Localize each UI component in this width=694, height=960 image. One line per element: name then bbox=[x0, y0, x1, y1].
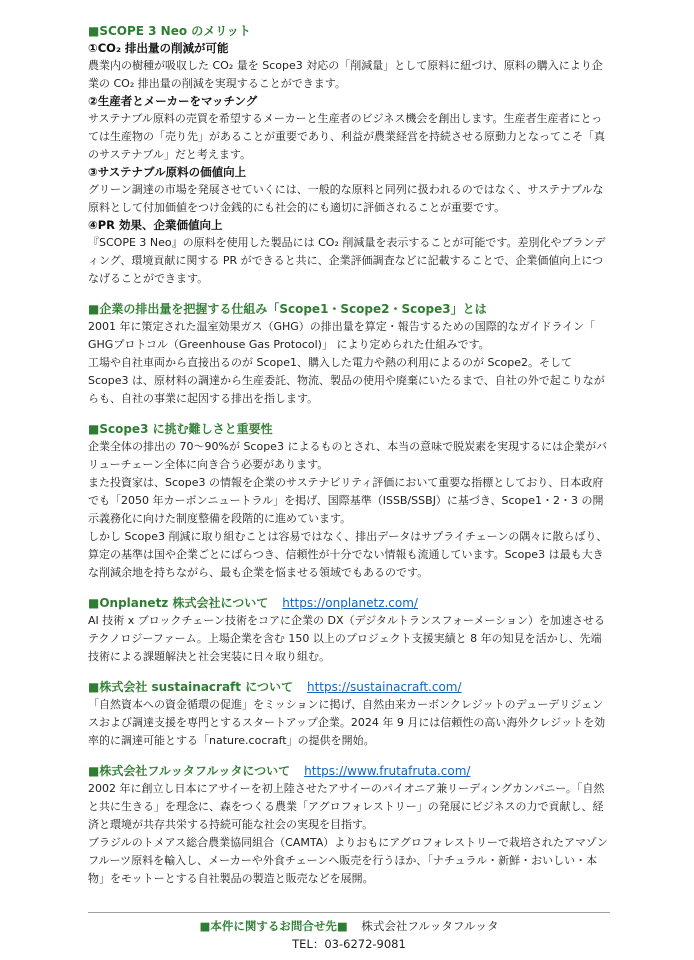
merit-item-text: 『SCOPE 3 Neo』の原料を使用した製品には CO₂ 削減量を表示することが可能です。差別化やブランディング、環境貢献に関する PR ができると共に、企業評価調査などに記載することで、企業価値向上につなげることができます。 bbox=[88, 236, 606, 285]
merit-item-2 bbox=[88, 93, 610, 164]
contact-line bbox=[88, 917, 610, 935]
merit-item-text: 農業内の樹種が吸収した CO₂ 量を Scope3 対応の「削減量」として原料に紐づけ、原料の購入により企業の CO₂ 排出量の削減を実現することができます。 bbox=[88, 59, 603, 90]
onplanetz-heading: ■Onplanetz 株式会社について bbox=[88, 596, 269, 610]
frutafruta-paragraph-2: ブラジルのトメアス総合農業協同組合（CAMTA）よりおもにアグロフォレストリーで栽培されたアマゾンフルーツ原料を輸入し、メーカーや外食チェーンへ販売を行うほか、「ナチュラル・新鮮・おいしい・本物」をモットーとする自社製品の製造と販売などを展開。 bbox=[88, 836, 608, 885]
merit-item-heading: ②生産者とメーカーをマッチング bbox=[88, 94, 258, 108]
scope-title: ■企業の排出量を把握する仕組み「Scope1・Scope2・Scope3」とは bbox=[88, 302, 487, 316]
merit-item-4 bbox=[88, 217, 610, 288]
scope-paragraph-1: 2001 年に策定された温室効果ガス（GHG）の排出量を算定・報告するための国際的なガイドライン「 GHGプロトコル（Greenhouse Gas Protocol)」 により定められた仕組みです。 bbox=[88, 320, 596, 351]
difficulty-title: ■Scope3 に挑む難しさと重要性 bbox=[88, 422, 273, 436]
merit-item-3 bbox=[88, 164, 610, 217]
merit-item-text: グリーン調達の市場を発展させていくには、一般的な原料と同列に扱われるのではなく、サステナブルな原料として付加価値をつけ金銭的にも社会的にも適切に評価されることが重要です。 bbox=[88, 183, 604, 214]
merit-item-heading: ③サステナブル原料の価値向上 bbox=[88, 165, 247, 179]
sustainacraft-link[interactable]: https://sustainacraft.com/ bbox=[306, 680, 462, 694]
difficulty-paragraph-3: しかし Scope3 削減に取り組むことは容易ではなく、排出データはサプライチェーンの隅々に散らばり、算定の基準は国や企業ごとにばらつき、信頼性が十分でない情報も流通しています。Scope3 は最も大きな削減余地を持ちながら、最も企業を悩ませる領域でもあるのです。 bbox=[88, 530, 608, 579]
difficulty-paragraph-1: 企業全体の排出の 70～90%が Scope3 によるものとされ、本当の意味で脱炭素を実現するには企業がバリューチェーン全体に向き合う必要があります。 bbox=[88, 440, 608, 471]
sustainacraft-description: 「自然資本への資金循環の促進」をミッションに掲げ、自然由来カーボンクレジットのデューデリジェンスおよび調達支援を専門とするスタートアップ企業。2024 年 9 月には信頼性の高い海外クレジットを効率的に調達可能とする「nature.cocraft」の提供を開始。 bbox=[88, 698, 606, 747]
frutafruta-paragraph-1: 2002 年に創立し日本にアサイーを初上陸させたアサイーのパイオニア兼リーディングカンパニー。「自然と共に生きる」を理念に、森をつくる農業「アグロフォレストリー」の発展にビジネスの力で貢献し、経済と環境が共存共栄する持続可能な社会の実現を目指す。 bbox=[88, 782, 605, 831]
difficulty-paragraph-2: また投資家は、Scope3 の情報を企業のサステナビリティ評価において重要な指標としており、日本政府でも「2050 年カーボンニュートラル」を掲げ、国際基準（ISSB/SSBJ）に基づき、Scope1・2・3 の開示義務化に向けた制度整備を段階的に進めています。 bbox=[88, 476, 604, 525]
frutafruta-link[interactable]: https://www.frutafruta.com/ bbox=[304, 764, 471, 778]
merit-item-heading: ④PR 効果、企業価値向上 bbox=[88, 218, 223, 232]
contact-company: 株式会社フルッタフルッタ bbox=[361, 919, 499, 933]
merit-item-text: サステナブル原料の売買を希望するメーカーと生産者のビジネス機会を創出します。生産者生産者にとっては生産物の「売り先」があることが重要であり、利益が農業経営を持続させる原動力となってこそ「真のサステナブル」だと考えます。 bbox=[88, 112, 605, 161]
onplanetz-title bbox=[88, 594, 610, 612]
contact-tel: TEL：03-6272-9081 bbox=[292, 937, 406, 951]
merit-item-heading: ①CO₂ 排出量の削減が可能 bbox=[88, 41, 229, 55]
frutafruta-title bbox=[88, 762, 610, 780]
press-release-body bbox=[88, 22, 610, 888]
onplanetz-link[interactable]: https://onplanetz.com/ bbox=[282, 596, 418, 610]
merit-item-1 bbox=[88, 40, 610, 93]
onplanetz-description: AI 技術 x ブロックチェーン技術をコアに企業の DX（デジタルトランスフォーメーション）を加速させるテクノロジーファーム。上場企業を含む 150 以上のプロジェクト支援実績と 8 年の知見を活かし、先端技術による課題解決と社会実装に日々取り組む。 bbox=[88, 614, 605, 663]
contact-footer bbox=[88, 912, 610, 953]
merit-title: ■SCOPE 3 Neo のメリット bbox=[88, 24, 251, 38]
sustainacraft-title bbox=[88, 678, 610, 696]
sustainacraft-heading: ■株式会社 sustainacraft について bbox=[88, 680, 293, 694]
contact-label: ■本件に関するお問合せ先■ bbox=[199, 919, 348, 933]
frutafruta-heading: ■株式会社フルッタフルッタについて bbox=[88, 764, 291, 778]
scope-paragraph-2: 工場や自社車両から直接出るのが Scope1、購入した電力や熱の利用によるのが Scope2。そして Scope3 は、原材料の調達から生産委託、物流、製品の使用や廃棄にいたるまで、自社の外で起こりながらも、自社の事業に起因する排出を指します。 bbox=[88, 356, 605, 405]
